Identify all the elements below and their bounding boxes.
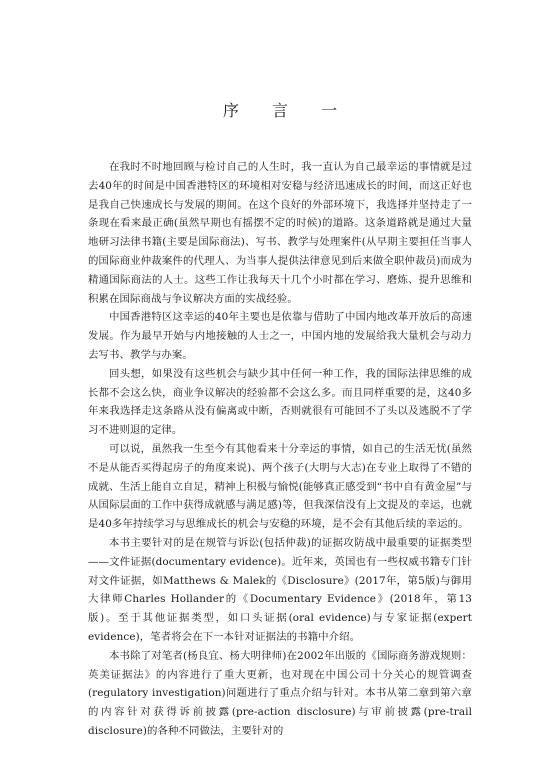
paragraph: 回头想，如果没有这些机会与缺少其中任何一种工作，我的国际法律思维的成长都不会这么快，商业争议解决的经验都不会这么多。而且同样重要的是，这40多年来我选择走这条路从没有偏离或中断，否则就很有可能回不了头以及逃脱不了学习不进则退的定律。 bbox=[88, 367, 472, 437]
paragraph: 本书除了对笔者(杨良宜、杨大明律师)在2002年出版的《国际商务游戏规则：英美证据法》的内容进行了重大更新，也对现在中国公司十分关心的规管调查(regulatory investigation)问题进行了重点介绍与针对。本书从第二章到第六章的内容针对获得诉前披露(pre-action disclosure)与审前披露(pre-trail disclosure)的各种不同做法，主要针对的 bbox=[88, 649, 472, 737]
paragraph: 本书主要针对的是在规管与诉讼(包括仲裁)的证据攻防战中最重要的证据类型——文件证据(documentary evidence)。近年来，英国也有一些权威书籍专门针对文件证据，如Matthews & Malek的《Disclosure》(2017年，第5版)与御用大律师Charles Hollander的《Documentary Evidence》(2018年，第13版)。至于其他证据类型，如口头证据(oral evidence)与专家证据(expert evidence)，笔者将会在下一本针对证据法的书籍中介绍。 bbox=[88, 536, 472, 643]
preface-body bbox=[88, 158, 472, 741]
page-title: 序 言 一 bbox=[222, 101, 352, 120]
paragraph: 中国香港特区这幸运的40年主要也是依靠与借助了中国内地改革开放后的高速发展。作为最早开始与内地接触的人士之一，中国内地的发展给我大量机会与动力去写书、教学与办案。 bbox=[88, 311, 472, 361]
paragraph: 可以说，虽然我一生至今有其他看来十分幸运的事情，如自己的生活无忧(虽然不是从能否买得起房子的角度来说)、两个孩子(大明与大志)在专业上取得了不错的成就、生活上能自立自足，精神上积极与愉悦(能够真正感受到“书中自有黄金屋”与从国际层面的工作中获得成就感与满足感)等，但我深信没有上文提及的幸运，也就是40多年持续学习与思维成长的机会与安稳的环境，是不会有其他后续的幸运的。 bbox=[88, 442, 472, 531]
paragraph: 在我时不时地回顾与检讨自己的人生时，我一直认为自己最幸运的事情就是过去40年的时间是中国香港特区的环境相对安稳与经济迅速成长的时间，而这正好也是我自己快速成长与发展的期间。在这个良好的外部环境下，我选择并坚持走了一条现在看来最正确(虽然早期也有摇摆不定的时候)的道路。这条道路就是通过大量地研习法律书籍(主要是国际商法)、写书、教学与处理案件(从早期主要担任当事人的国际商业仲裁案件的代理人、为当事人提供法律意见到后来做全职仲裁员)而成为精通国际商法的人士。这些工作让我每天十几个小时都在学习、磨炼、提升思维和积累在国际商战与争议解决方面的实战经验。 bbox=[88, 161, 472, 305]
